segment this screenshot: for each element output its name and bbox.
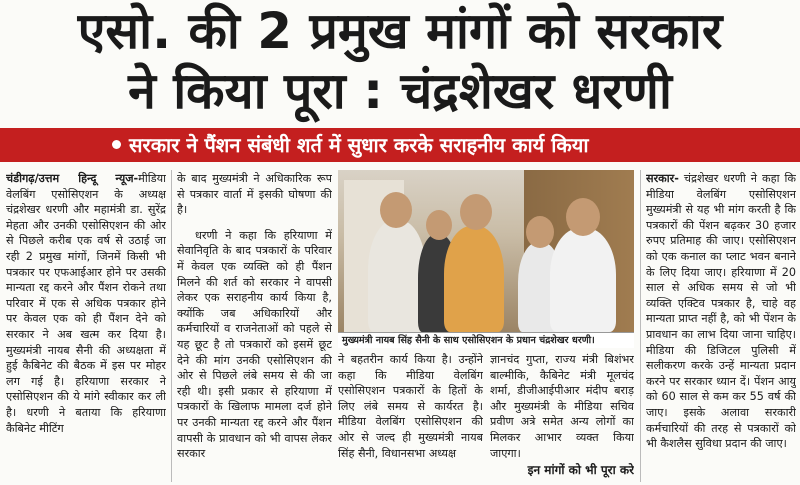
article-column-1 bbox=[6, 171, 166, 483]
dateline: चंडीगढ़/उत्तम हिन्दू न्यूज- bbox=[6, 172, 139, 185]
subheadline-text: सरकार ने पैंशन संबंधी शर्त में सुधार करके सराहनीय कार्य किया bbox=[129, 133, 589, 157]
photo-person-5 bbox=[550, 228, 616, 332]
column-5-text: चंद्रशेखर धरणी ने कहा कि मीडिया वेलबिंग एसोसिएशन मुख्यमंत्री से यह भी मांग करती है कि पत्रकारों की पेंशन बढ़कर 30 हजार रुपए प्रतिमाह की जाए। एसोसिएशन को एक कनाल का प्लाट भवन बनाने के लिए दिया जाए। हरियाणा में 20 साल से अधिक समय से जो भी व्यक्ति एक्टिव पत्रकार है, चाहे वह मान्यता प्राप्त नहीं है, को भी पेंशन के प्रावधान का लाभ दिया जाना चाहिए। मीडिया की डिजिटल पुलिसी में सलीकरण करके उन्हें मान्यता प्रदान करने पर सरकार ध्यान दें। पेंशन आयु को 60 साल से कम कर 55 वर्ष की जाए। इसके अलावा सरकारी कर्मचारियों की तरह से पत्रकारों को भी कैशलैस सुविधा प्रदान की जाए। bbox=[646, 172, 796, 451]
headline bbox=[0, 0, 800, 124]
article-column-5 bbox=[646, 171, 796, 483]
column-1-text: मीडिया वेलबिंग एसोसिएशन के अध्यक्ष चंद्रशेखर धरणी और महामंत्री डा. सुरेंद्र मेहता और उनकी एसोसिएशन की ओर से पिछले करीब एक वर्ष से उठाई जा रही 2 प्रमुख मांगों, जिनमें किसी भी पत्रकार पर एफआईआर होने पर उसकी मान्यता रद्द करने और पैंशन रोकने तथा परिवार में एक से अधिक पत्रकार होने पर केवल एक को ही पैंशन देने को सरकार ने अब खत्म कर दिया है। मुख्यमंत्री नायब सैनी की अध्यक्षता में हुई कैबिनेट की बैठक में इस पर मोहर लग गई है। हरियाणा सरकार ने एसोसिएशन की ये मांगे स्वीकार कर ली है। धरणी ने बताया कि हरियाणा कैबिनेट मीटिंग bbox=[6, 172, 166, 435]
subheadline-banner bbox=[0, 128, 800, 162]
photo-person-3 bbox=[444, 226, 504, 332]
column-5-lead: सरकार- bbox=[646, 172, 679, 185]
photo-head-1 bbox=[380, 192, 412, 228]
column-divider bbox=[640, 170, 641, 482]
article-column-2 bbox=[177, 171, 332, 483]
photo-head-4 bbox=[526, 216, 554, 248]
photo-caption: मुख्यमंत्री नायब सिंह सैनी के साथ एसोसिएशन के प्रधान चंद्रशेखर धरणी। bbox=[338, 332, 634, 348]
news-photo bbox=[338, 170, 634, 332]
column-4-text: ज्ञानचंद गुप्ता, राज्य मंत्री बिशंभर बाल्मीकि, कैबिनेट मंत्री मूलचंद शर्मा, डीजीआईपीआर मंदीप बराड़ और मुख्यमंत्री के मीडिया सचिव प्रवीण अत्रे समेत अन्य लोगों का मिलकर आभार व्यक्त किया जाएगा। bbox=[490, 353, 634, 460]
headline-line-1: एसो. की 2 प्रमुख मांगों को सरकार bbox=[77, 2, 723, 60]
photo-head-2 bbox=[426, 210, 452, 240]
headline-line-2: ने किया पूरा : चंद्रशेखर धरणी bbox=[128, 62, 672, 120]
column-2-para-1: के बाद मुख्यमंत्री ने अधिकारिक रूप से पत्रकार वार्ता में इसकी घोषणा की है। bbox=[177, 172, 332, 217]
column-divider bbox=[171, 170, 172, 482]
article-column-4 bbox=[490, 352, 634, 483]
bullet-icon bbox=[112, 140, 121, 149]
column-4-subheading: इन मांगों को भी पूरा करे bbox=[527, 463, 634, 478]
column-3-text: ने बहतरीन कार्य किया है। उन्होंने कहा कि मीडिया वेलबिंग एसोसिएशन पत्रकारों के हितों के लिए लंबे समय से कार्यरत है। मीडिया वेलबिंग एसोसिएशन की ओर से जल्द ही मुख्यमंत्री नायब सिंह सैनी, विधानसभा अध्यक्ष bbox=[338, 353, 483, 460]
photo-head-5 bbox=[566, 198, 600, 236]
article-column-3 bbox=[338, 352, 483, 483]
column-2-para-2: धरणी ने कहा कि हरियाणा में सेवानिवृति के बाद पत्रकारों के परिवार में केवल एक व्यक्ति को ही पैंशन मिलने की शर्त को सरकार ने वापसी लेकर एक सराहनीय कार्य किया है, क्योंकि जब अधिकारियों और कर्मचारियों व राजनेताओं को पहले से यह छूट है तो पत्रकारों को इसमें छूट देने की मांग उनकी एसोसिएशन की ओर से पिछले लंबे समय से की जा रही थी। इसी प्रकार से हरियाणा में पत्रकारों के खिलाफ मामला दर्ज होने पर उनकी मान्यता रद्द करने और पैंशन वापसी के प्रावधान को भी वापस लेकर सरकार bbox=[177, 228, 332, 461]
photo-head-3 bbox=[460, 194, 492, 230]
